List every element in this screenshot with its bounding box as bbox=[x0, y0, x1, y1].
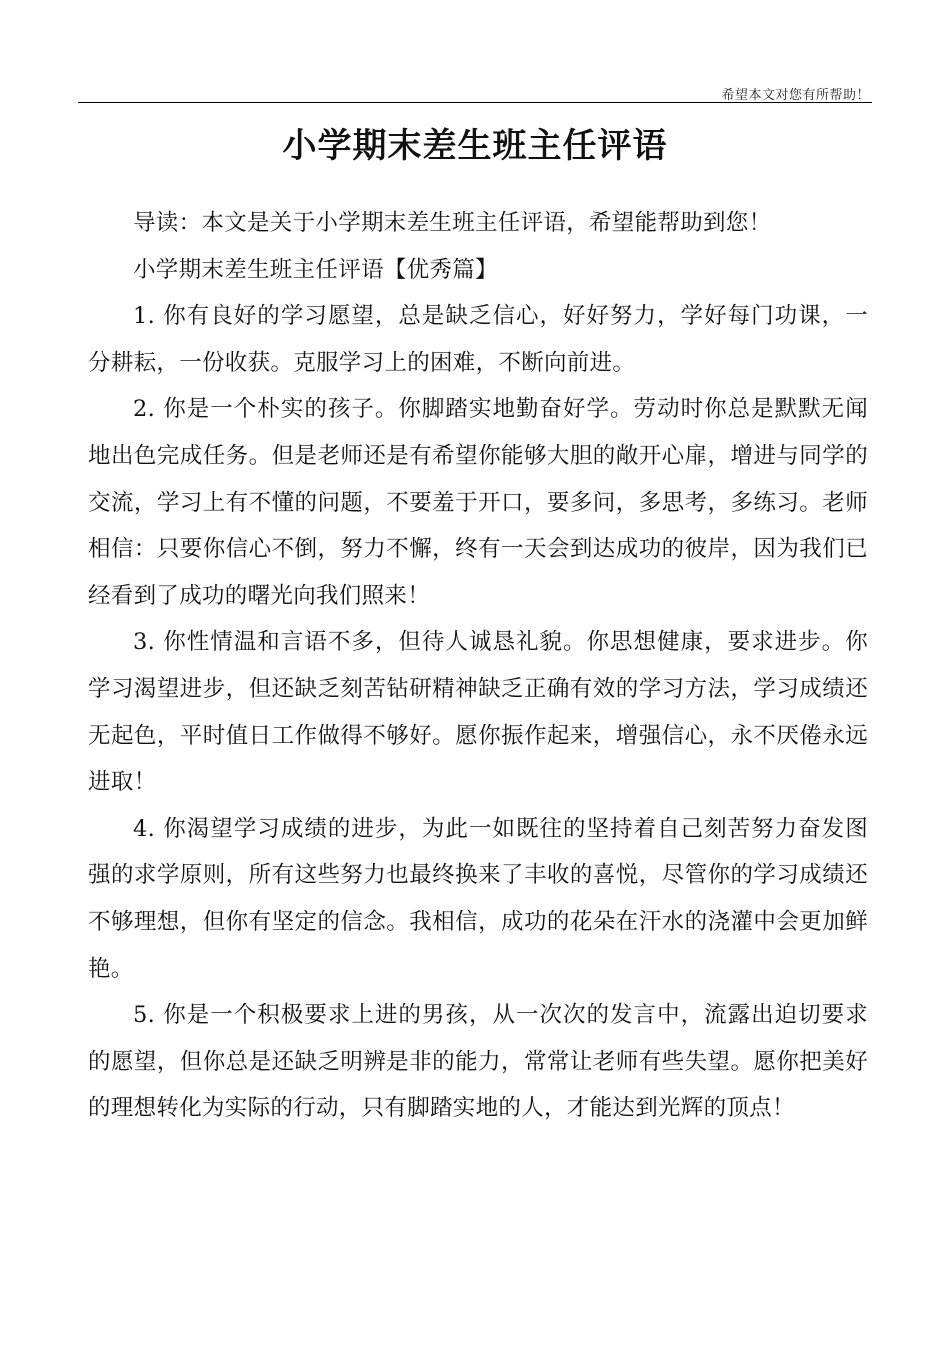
document-body bbox=[88, 200, 868, 1132]
section-heading: 小学期末差生班主任评语【优秀篇】 bbox=[133, 256, 498, 283]
intro-paragraph: 导读：本文是关于小学期末差生班主任评语，希望能帮助到您！ bbox=[133, 210, 772, 236]
comment-paragraph-2: 2. 你是一个朴实的孩子。你脚踏实地勤奋好学。劳动时你总是默默无闻地出色完成任务。但是老师还是有希望你能够大胆的敞开心扉，增进与同学的交流，学习上有不懂的问题，不要羞于开口，要多问，多思考，多练习。老师相信：只要你信心不倒，努力不懈，终有一天会到达成功的彼岸，因为我们已经看到了成功的曙光向我们照来！ bbox=[88, 396, 868, 609]
comment-paragraph-3: 3. 你性情温和言语不多，但待人诚恳礼貌。你思想健康，要求进步。你学习渴望进步，但还缺乏刻苦钻研精神缺乏正确有效的学习方法，学习成绩还无起色，平时值日工作做得不够好。愿你振作起来，增强信心，永不厌倦永远进取！ bbox=[88, 629, 868, 796]
document-title: 小学期末差生班主任评语 bbox=[282, 126, 668, 166]
comment-paragraph-1: 1. 你有良好的学习愿望，总是缺乏信心，好好努力，学好每门功课，一分耕耘，一份收获。克服学习上的困难，不断向前进。 bbox=[88, 303, 868, 376]
header-note: 希望本文对您有所帮助！ bbox=[721, 88, 870, 103]
header-divider bbox=[78, 102, 872, 103]
comment-paragraph-5: 5. 你是一个积极要求上进的男孩，从一次次的发言中，流露出迫切要求的愿望，但你总是还缺乏明辨是非的能力，常常让老师有些失望。愿你把美好的理想转化为实际的行动，只有脚踏实地的人，才能达到光辉的顶点！ bbox=[88, 1002, 868, 1122]
comment-paragraph-4: 4. 你渴望学习成绩的进步，为此一如既往的坚持着自己刻苦努力奋发图强的求学原则，所有这些努力也最终换来了丰收的喜悦，尽管你的学习成绩还不够理想，但你有坚定的信念。我相信，成功的花朵在汗水的浇灌中会更加鲜艳。 bbox=[88, 815, 868, 982]
